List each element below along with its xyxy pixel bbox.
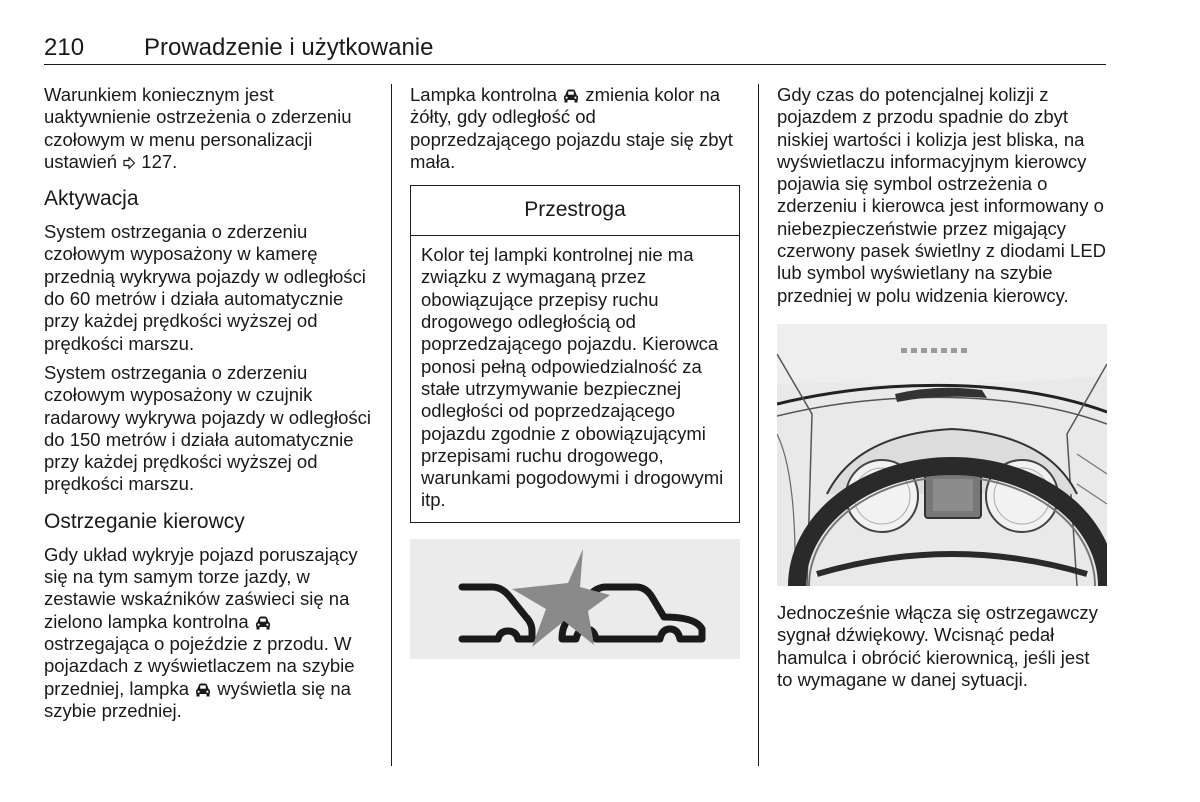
column-right [777,84,1107,691]
caution-title: Przestroga [411,186,739,236]
section-title: Prowadzenie i użytkowanie [144,34,434,61]
car-front-warning-icon [254,615,272,630]
car-front-warning-icon [194,682,212,697]
page-number: 210 [44,34,85,61]
paragraph: Gdy układ wykryje pojazd poruszający się na tym samym torze jazdy, w zestawie wskaźników zaświeci się na zielono lampka kontrolna ostrzegająca o pojeździe z przodu. W pojazdach z wyświetlaczem na szybie przedniej, lampka wyświetla się na szybie przedniej. [44,543,358,721]
paragraph: Jednocześnie włącza się ostrzegawczy sygnał dźwiękowy. Wcisnąć pedał hamulca i obrócić kierownicą, jeśli jest to wymagane w danej sytuacji. [777,601,1098,690]
caution-box [410,185,740,523]
column-divider [758,84,759,766]
column-divider [391,84,392,766]
collision-illustration [410,539,740,659]
paragraph: Warunkiem koniecznym jest uaktywnienie ostrzeżenia o zderzeniu czołowym w menu personalizacji ustawień 127. [44,84,352,172]
page-header [44,34,1106,65]
column-middle [410,84,740,659]
car-front-warning-icon [562,88,580,103]
column-left [44,84,374,722]
paragraph: System ostrzegania o zderzeniu czołowym wyposażony w czujnik radarowy wykrywa pojazdy w odległości do 150 metrów i działa automatycznie przy każdej prędkości wyższej od prędkości marszu. [44,361,371,495]
caution-text: Kolor tej lampki kontrolnej nie ma związku z wymaganą przez obowiązujące przepisy ruchu drogowego odległością od poprzedzającego pojazdu. Kierowca ponosi pełną odpowiedzialność za stałe utrzymywanie bezpiecznej odległości od poprzedzającego pojazdu zgodnie z obowiązującymi przepisami ruchu drogowego, warunkami pogodowymi i drogowymi itp. [421,244,724,511]
collision-icon [410,539,740,659]
paragraph: Lampka kontrolna zmienia kolor na żółty, gdy odległość od poprzedzającego pojazdu staje się zbyt mała. [410,84,733,172]
heading-driver-warning: Ostrzeganie kierowcy [44,509,245,533]
heading-activation: Aktywacja [44,187,139,211]
dashboard-illustration [777,324,1107,586]
hud-dashboard-image [777,324,1107,586]
paragraph: System ostrzegania o zderzeniu czołowym wyposażony w kamerę przednią wykrywa pojazdy w odległości do 60 metrów i działa automatycznie przy każdej prędkości wyższej od prędkości marszu. [44,221,366,354]
page-reference-arrow-icon [122,156,136,170]
paragraph: Gdy czas do potencjalnej kolizji z pojazdem z przodu spadnie do zbyt niskiej wartości i kolizja jest bliska, na wyświetlaczu informacyjnym kierowcy pojawia się symbol ostrzeżenia o zderzeniu i kierowca jest informowany o niebezpieczeństwie przez migający czerwony pasek świetlny z diodami LED lub symbol wyświetlany na szybie przedniej w polu widzenia kierowcy. [777,84,1107,306]
